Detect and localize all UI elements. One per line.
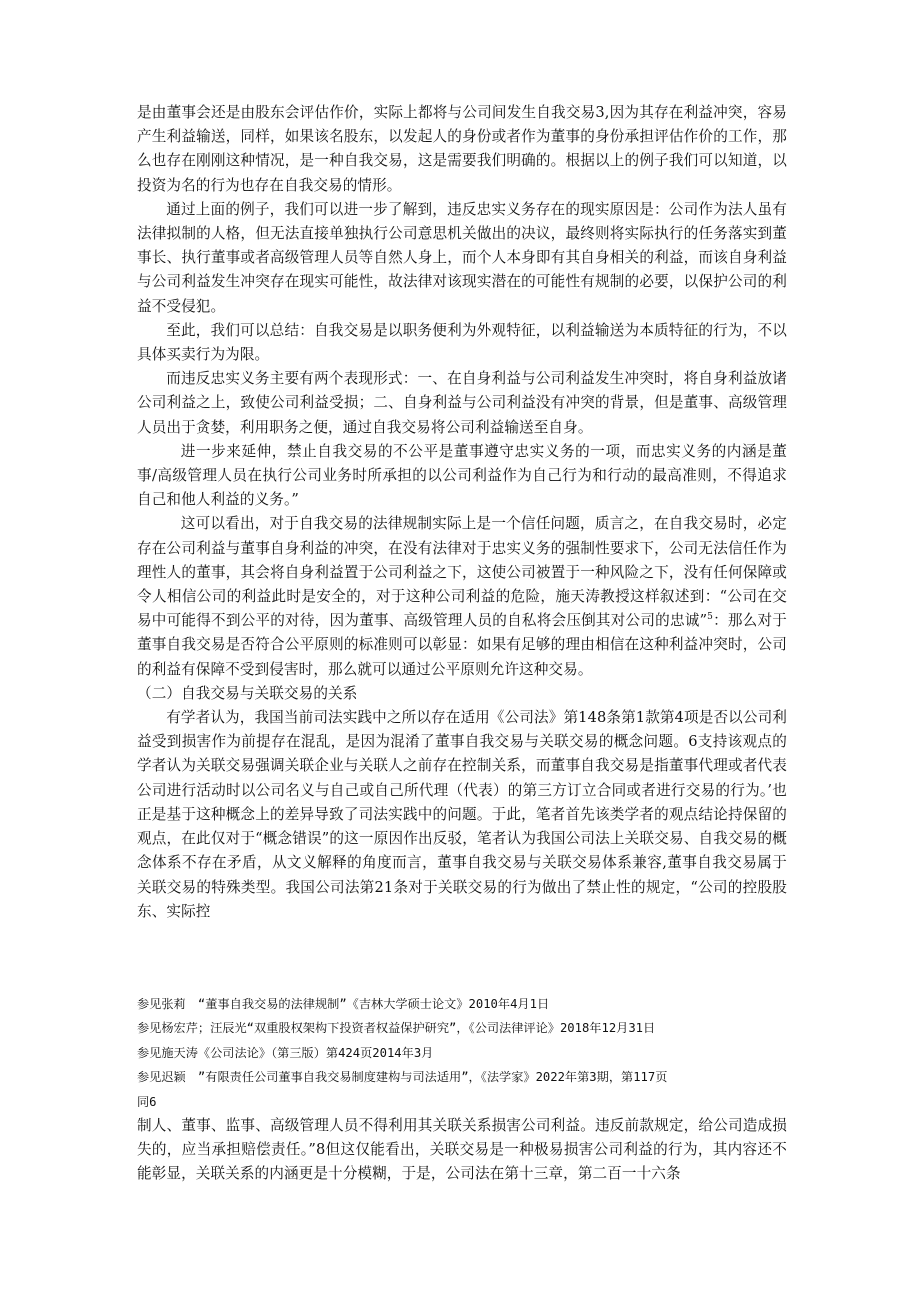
- footnote-3: 参见施天涛《公司法论》（第三版）第424页2014年3月: [137, 1045, 434, 1060]
- continuation-text: [137, 1114, 787, 1187]
- footnote-ref-5: 5: [707, 612, 713, 623]
- paragraph-4: 而违反忠实义务主要有两个表现形式：一、在自身利益与公司利益发生冲突时，将自身利益放诸公司利益之上，致使公司利益受损；二、自身利益与公司利益没有冲突的背景，但是董事、高级管理人员出于贪婪，利用职务之便，通过自我交易将公司利益输送至自身。: [137, 370, 787, 436]
- paragraph-6-continued: ：那么对于董事自我交易是否符合公平原则的标准则可以彰显：如果有足够的理由相信在这种利益冲突时，公司的利益有保障不受到侵害时，那么就可以通过公平原则允许这种交易。: [137, 612, 787, 678]
- footnotes: [137, 992, 797, 1114]
- paragraph-5: 进一步来延伸，禁止自我交易的不公平是董事遵守忠实义务的一项，而忠实义务的内涵是董事/高级管理人员在执行公司业务时所承担的以公司利益作为自己行为和行动的最高准则，不得追求自己和他人利益的义务。”: [137, 442, 787, 509]
- footnote-2: 参见杨宏芹；汪辰光“双重股权架构下投资者权益保护研究”，《公司法律评论》2018年12月31日: [137, 1021, 656, 1036]
- section-paragraph: 有学者认为，我国当前司法实践中之所以存在适用《公司法》第148条第1款第4项是否以公司利益受到损害作为前提存在混乱，是因为混淆了董事自我交易与关联交易的概念问题。6支持该观点的学者认为关联交易强调关联企业与关联人之前存在控制关系，而董事自我交易是指董事代理或者代表公司进行活动时以公司名义与自己或自己所代理（代表）的第三方订立合同或者进行交易的行为。’也正是基于这种概念上的差异导致了司法实践中的问题。于此，笔者首先该类学者的观点结论持保留的观点，在此仅对于“概念错误”的这一原因作出反驳，笔者认为我国公司法上关联交易、自我交易的概念体系不存在矛盾，从文义解释的角度而言，董事自我交易与关联交易体系兼容,董事自我交易属于关联交易的特殊类型。我国公司法第21条对于关联交易的行为做出了禁止性的规定，“公司的控股股东、实际控: [137, 709, 787, 920]
- section-heading: （二）自我交易与关联交易的关系: [137, 684, 358, 702]
- footnote-5: 同6: [137, 1094, 157, 1109]
- paragraph-2: 通过上面的例子，我们可以进一步了解到，违反忠实义务存在的现实原因是：公司作为法人虽有法律拟制的人格，但无法直接单独执行公司意思机关做出的决议，最终则将实际执行的任务落实到董事长、执行董事或者高级管理人员等自然人身上，而个人本身即有其自身相关的利益，而该自身利益与公司利益发生冲突存在现实可能性，故法律对该现实潜在的可能性有规制的必要，以保护公司的利益不受侵犯。: [137, 200, 787, 315]
- main-body-text: [137, 101, 787, 924]
- continuation-paragraph: 制人、董事、监事、高级管理人员不得利用其关联关系损害公司利益。违反前款规定，给公司造成损失的，应当承担赔偿责任。”8但这仅能看出，关联交易是一种极易损害公司利益的行为，其内容还不能彰显，关联关系的内涵更是十分模糊，于是，公司法在第十三章，第二百一十六条: [137, 1117, 787, 1183]
- paragraph-1: 是由董事会还是由股东会评估作价，实际上都将与公司间发生自我交易3,因为其存在利益冲突，容易产生利益输送，同样，如果该名股东，以发起人的身份或者作为董事的身份承担评估作价的工作，那么也存在刚刚这种情况，是一种自我交易，这是需要我们明确的。根据以上的例子我们可以知道，以投资为名的行为也存在自我交易的情形。: [137, 104, 787, 194]
- paragraph-6-text: 这可以看出，对于自我交易的法律规制实际上是一个信任问题，质言之，在自我交易时，必定存在公司利益与董事自身利益的冲突，在没有法律对于忠实义务的强制性要求下，公司无法信任作为理性人的董事，其会将自身利益置于公司利益之下，这使公司被置于一种风险之下，没有任何保障或令人相信公司的利益此时是安全的，对于这种公司利益的危险，施天涛教授这样叙述到：“公司在交易中可能得不到公平的对待，因为董事、高级管理人员的自私将会压倒其对公司的忠诚”: [137, 515, 787, 630]
- paragraph-6: [137, 512, 787, 681]
- paragraph-3: 至此，我们可以总结：自我交易是以职务便利为外观特征，以利益输送为本质特征的行为，不以具体买卖行为为限。: [137, 321, 787, 364]
- footnote-4: 参见迟颖 ”有限责任公司董事自我交易制度建构与司法适用”，《法学家》2022年第3期，第117页: [137, 1070, 668, 1085]
- footnote-1: 参见张莉 “董事自我交易的法律规制”《吉林大学硕士论文》2010年4月1日: [137, 997, 550, 1011]
